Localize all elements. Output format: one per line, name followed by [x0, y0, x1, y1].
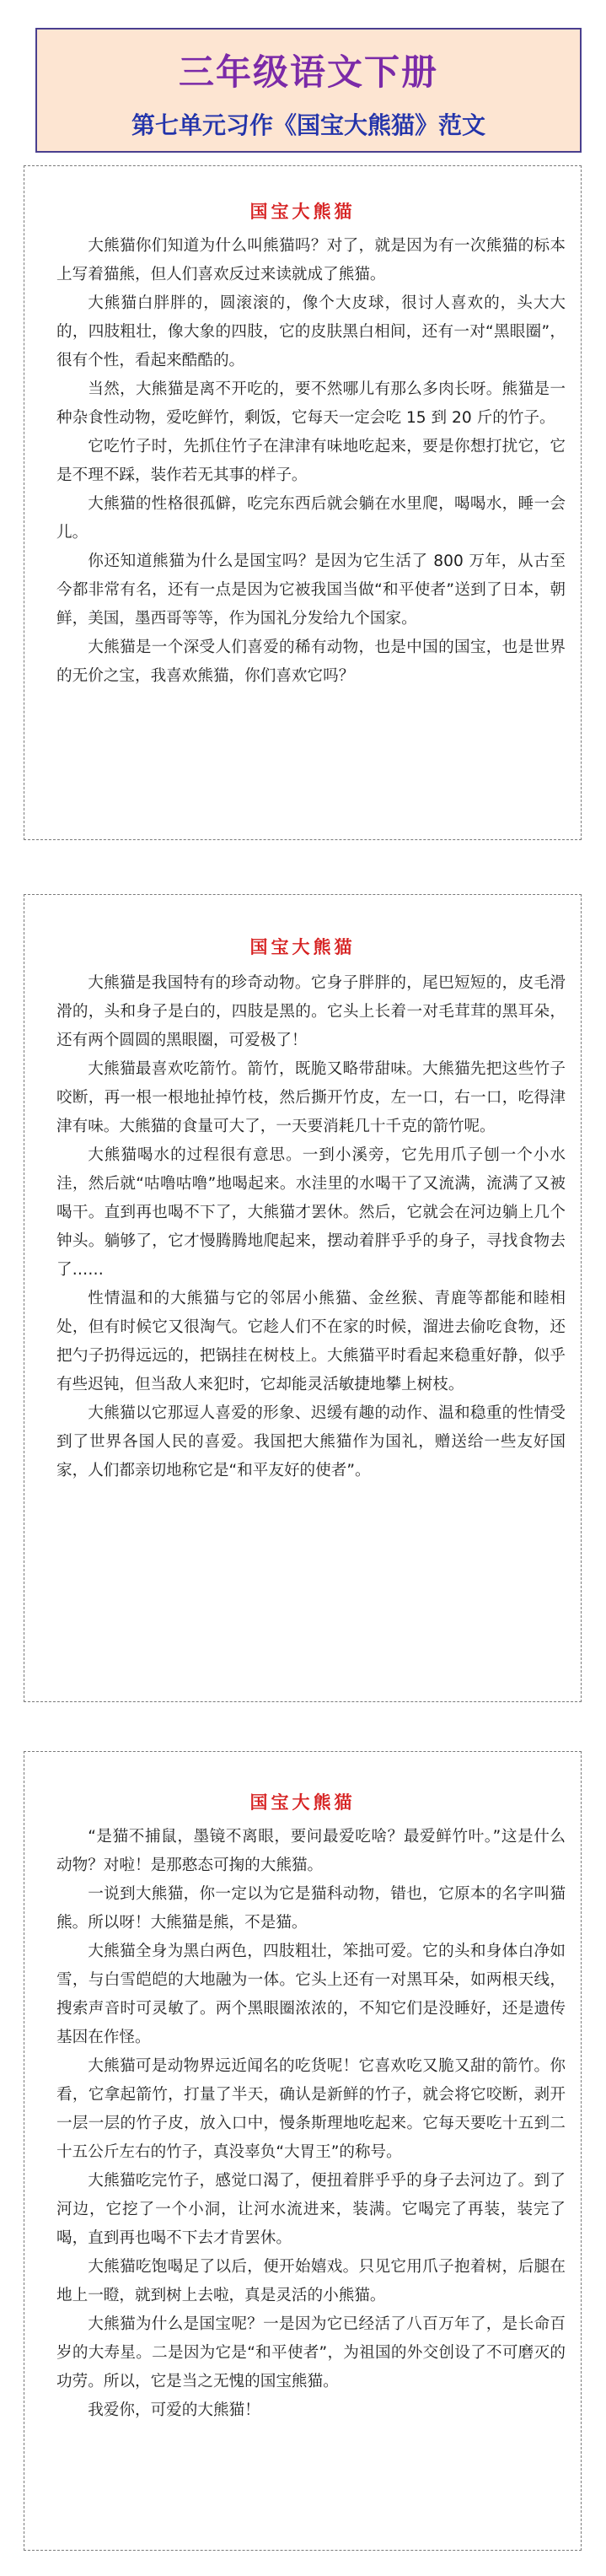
- essay-body: [56, 969, 566, 1485]
- essay-body: [56, 232, 566, 691]
- page-subtitle: 第七单元习作《国宝大熊猫》范文: [131, 111, 485, 139]
- essay-card-2: [24, 894, 582, 1702]
- essay-paragraph: “是猫不捕鼠，墨镜不离眼，要问最爱吃啥？最爱鲜竹叶。”这是什么动物？对啦！是那憨态可掬的大熊猫。: [56, 1828, 566, 1874]
- essay-paragraph: 性情温和的大熊猫与它的邻居小熊猫、金丝猴、青鹿等都能和睦相处，但有时候它又很淘气。它趁人们不在家的时候，溜进去偷吃食物，还把勺子扔得远远的，把锅挂在树枝上。大熊猫平时看起来稳重好静，似乎有些迟钝，但当敌人来犯时，它却能灵活敏捷地攀上树枝。: [56, 1290, 566, 1393]
- essay-paragraph: 当然，大熊猫是离不开吃的，要不然哪儿有那么多肉长呀。熊猫是一种杂食性动物，爱吃鲜竹，剩饭，它每天一定会吃 15 到 20 斤的竹子。: [56, 380, 566, 427]
- essay-paragraph: 大熊猫可是动物界远近闻名的吃货呢！它喜欢吃又脆又甜的箭竹。你看，它拿起箭竹，打量了半天，确认是新鲜的竹子，就会将它咬断，剥开一层一层的竹子皮，放入口中，慢条斯理地吃起来。它每天要吃十五到二十五公斤左右的竹子，真没辜负“大胃王”的称号。: [56, 2057, 566, 2161]
- essay-card-3: [24, 1751, 582, 2551]
- essay-paragraph: 大熊猫的性格很孤僻，吃完东西后就会躺在水里爬，喝喝水，睡一会儿。: [56, 495, 566, 542]
- essay-paragraph: 大熊猫最喜欢吃箭竹。箭竹，既脆又略带甜味。大熊猫先把这些竹子咬断，再一根一根地扯掉竹枝，然后撕开竹皮，左一口，右一口，吃得津津有味。大熊猫的食量可大了，一天要消耗几十千克的箭竹呢。: [56, 1060, 566, 1135]
- essay-paragraph: 大熊猫以它那逗人喜爱的形象、迟缓有趣的动作、温和稳重的性情受到了世界各国人民的喜爱。我国把大熊猫作为国礼，赠送给一些友好国家，人们都亲切地称它是“和平友好的使者”。: [56, 1404, 566, 1479]
- essay-paragraph: 大熊猫是我国特有的珍奇动物。它身子胖胖的，尾巴短短的，皮毛滑滑的，头和身子是白的，四肢是黑的。它头上长着一对毛茸茸的黑耳朵，还有两个圆圆的黑眼圈，可爱极了！: [56, 974, 566, 1049]
- essay-title: 国宝大熊猫: [249, 1792, 356, 1813]
- essay-paragraph: 大熊猫是一个深受人们喜爱的稀有动物，也是中国的国宝，也是世界的无价之宝，我喜欢熊猫，你们喜欢它吗？: [56, 639, 566, 685]
- essay-card-1: [24, 165, 582, 840]
- essay-title: 国宝大熊猫: [249, 936, 356, 957]
- page-title: 三年级语文下册: [178, 51, 438, 93]
- essay-paragraph: 大熊猫为什么是国宝呢？一是因为它已经活了八百万年了，是长命百岁的大寿星。二是因为它是“和平使者”，为祖国的外交创设了不可磨灭的功劳。所以，它是当之无愧的国宝熊猫。: [56, 2315, 566, 2390]
- essay-paragraph: 我爱你，可爱的大熊猫！: [88, 2401, 260, 2419]
- essay-paragraph: 大熊猫你们知道为什么叫熊猫吗？对了，就是因为有一次熊猫的标本上写着猫熊，但人们喜欢反过来读就成了熊猫。: [56, 237, 566, 283]
- essay-paragraph: 大熊猫白胖胖的，圆滚滚的，像个大皮球，很讨人喜欢的，头大大的，四肢粗壮，像大象的四肢，它的皮肤黑白相间，还有一对“黑眼圈”，很有个性，看起来酷酷的。: [56, 294, 566, 369]
- essay-title: 国宝大熊猫: [249, 201, 356, 222]
- essay-paragraph: 大熊猫全身为黑白两色，四肢粗壮，笨拙可爱。它的头和身体白净如雪，与白雪皑皑的大地融为一体。它头上还有一对黑耳朵，如两根天线，搜索声音时可灵敏了。两个黑眼圈浓浓的，不知它们是没睡好，还是遗传基因在作怪。: [56, 1943, 566, 2046]
- essay-paragraph: 你还知道熊猫为什么是国宝吗？是因为它生活了 800 万年，从古至今都非常有名，还有一点是因为它被我国当做“和平使者”送到了日本，朝鲜，美国，墨西哥等等，作为国礼分发给九个国家。: [56, 552, 566, 628]
- essay-paragraph: 一说到大熊猫，你一定以为它是猫科动物，错也，它原本的名字叫猫熊。所以呀！大熊猫是熊，不是猫。: [56, 1885, 566, 1932]
- essay-paragraph: 大熊猫吃完竹子，感觉口渴了，便扭着胖乎乎的身子去河边了。到了河边，它挖了一个小洞，让河水流进来，装满。它喝完了再装，装完了喝，直到再也喝不下去才肯罢休。: [56, 2172, 566, 2247]
- essay-paragraph: 大熊猫吃饱喝足了以后，便开始嬉戏。只见它用爪子抱着树，后腿在地上一瞪，就到树上去啦，真是灵活的小熊猫。: [56, 2258, 566, 2304]
- essay-paragraph: 大熊猫喝水的过程很有意思。一到小溪旁，它先用爪子刨一个小水洼，然后就“咕噜咕噜”地喝起来。水洼里的水喝干了又流满，流满了又被喝干。直到再也喝不下了，大熊猫才罢休。然后，它就会在河边躺上几个钟头。躺够了，它才慢腾腾地爬起来，摆动着胖乎乎的身子，寻找食物去了……: [56, 1146, 566, 1279]
- essay-paragraph: 它吃竹子时，先抓住竹子在津津有味地吃起来，要是你想打扰它，它是不理不踩，装作若无其事的样子。: [56, 438, 566, 484]
- page-header: [35, 28, 582, 153]
- essay-body: [56, 1823, 566, 2425]
